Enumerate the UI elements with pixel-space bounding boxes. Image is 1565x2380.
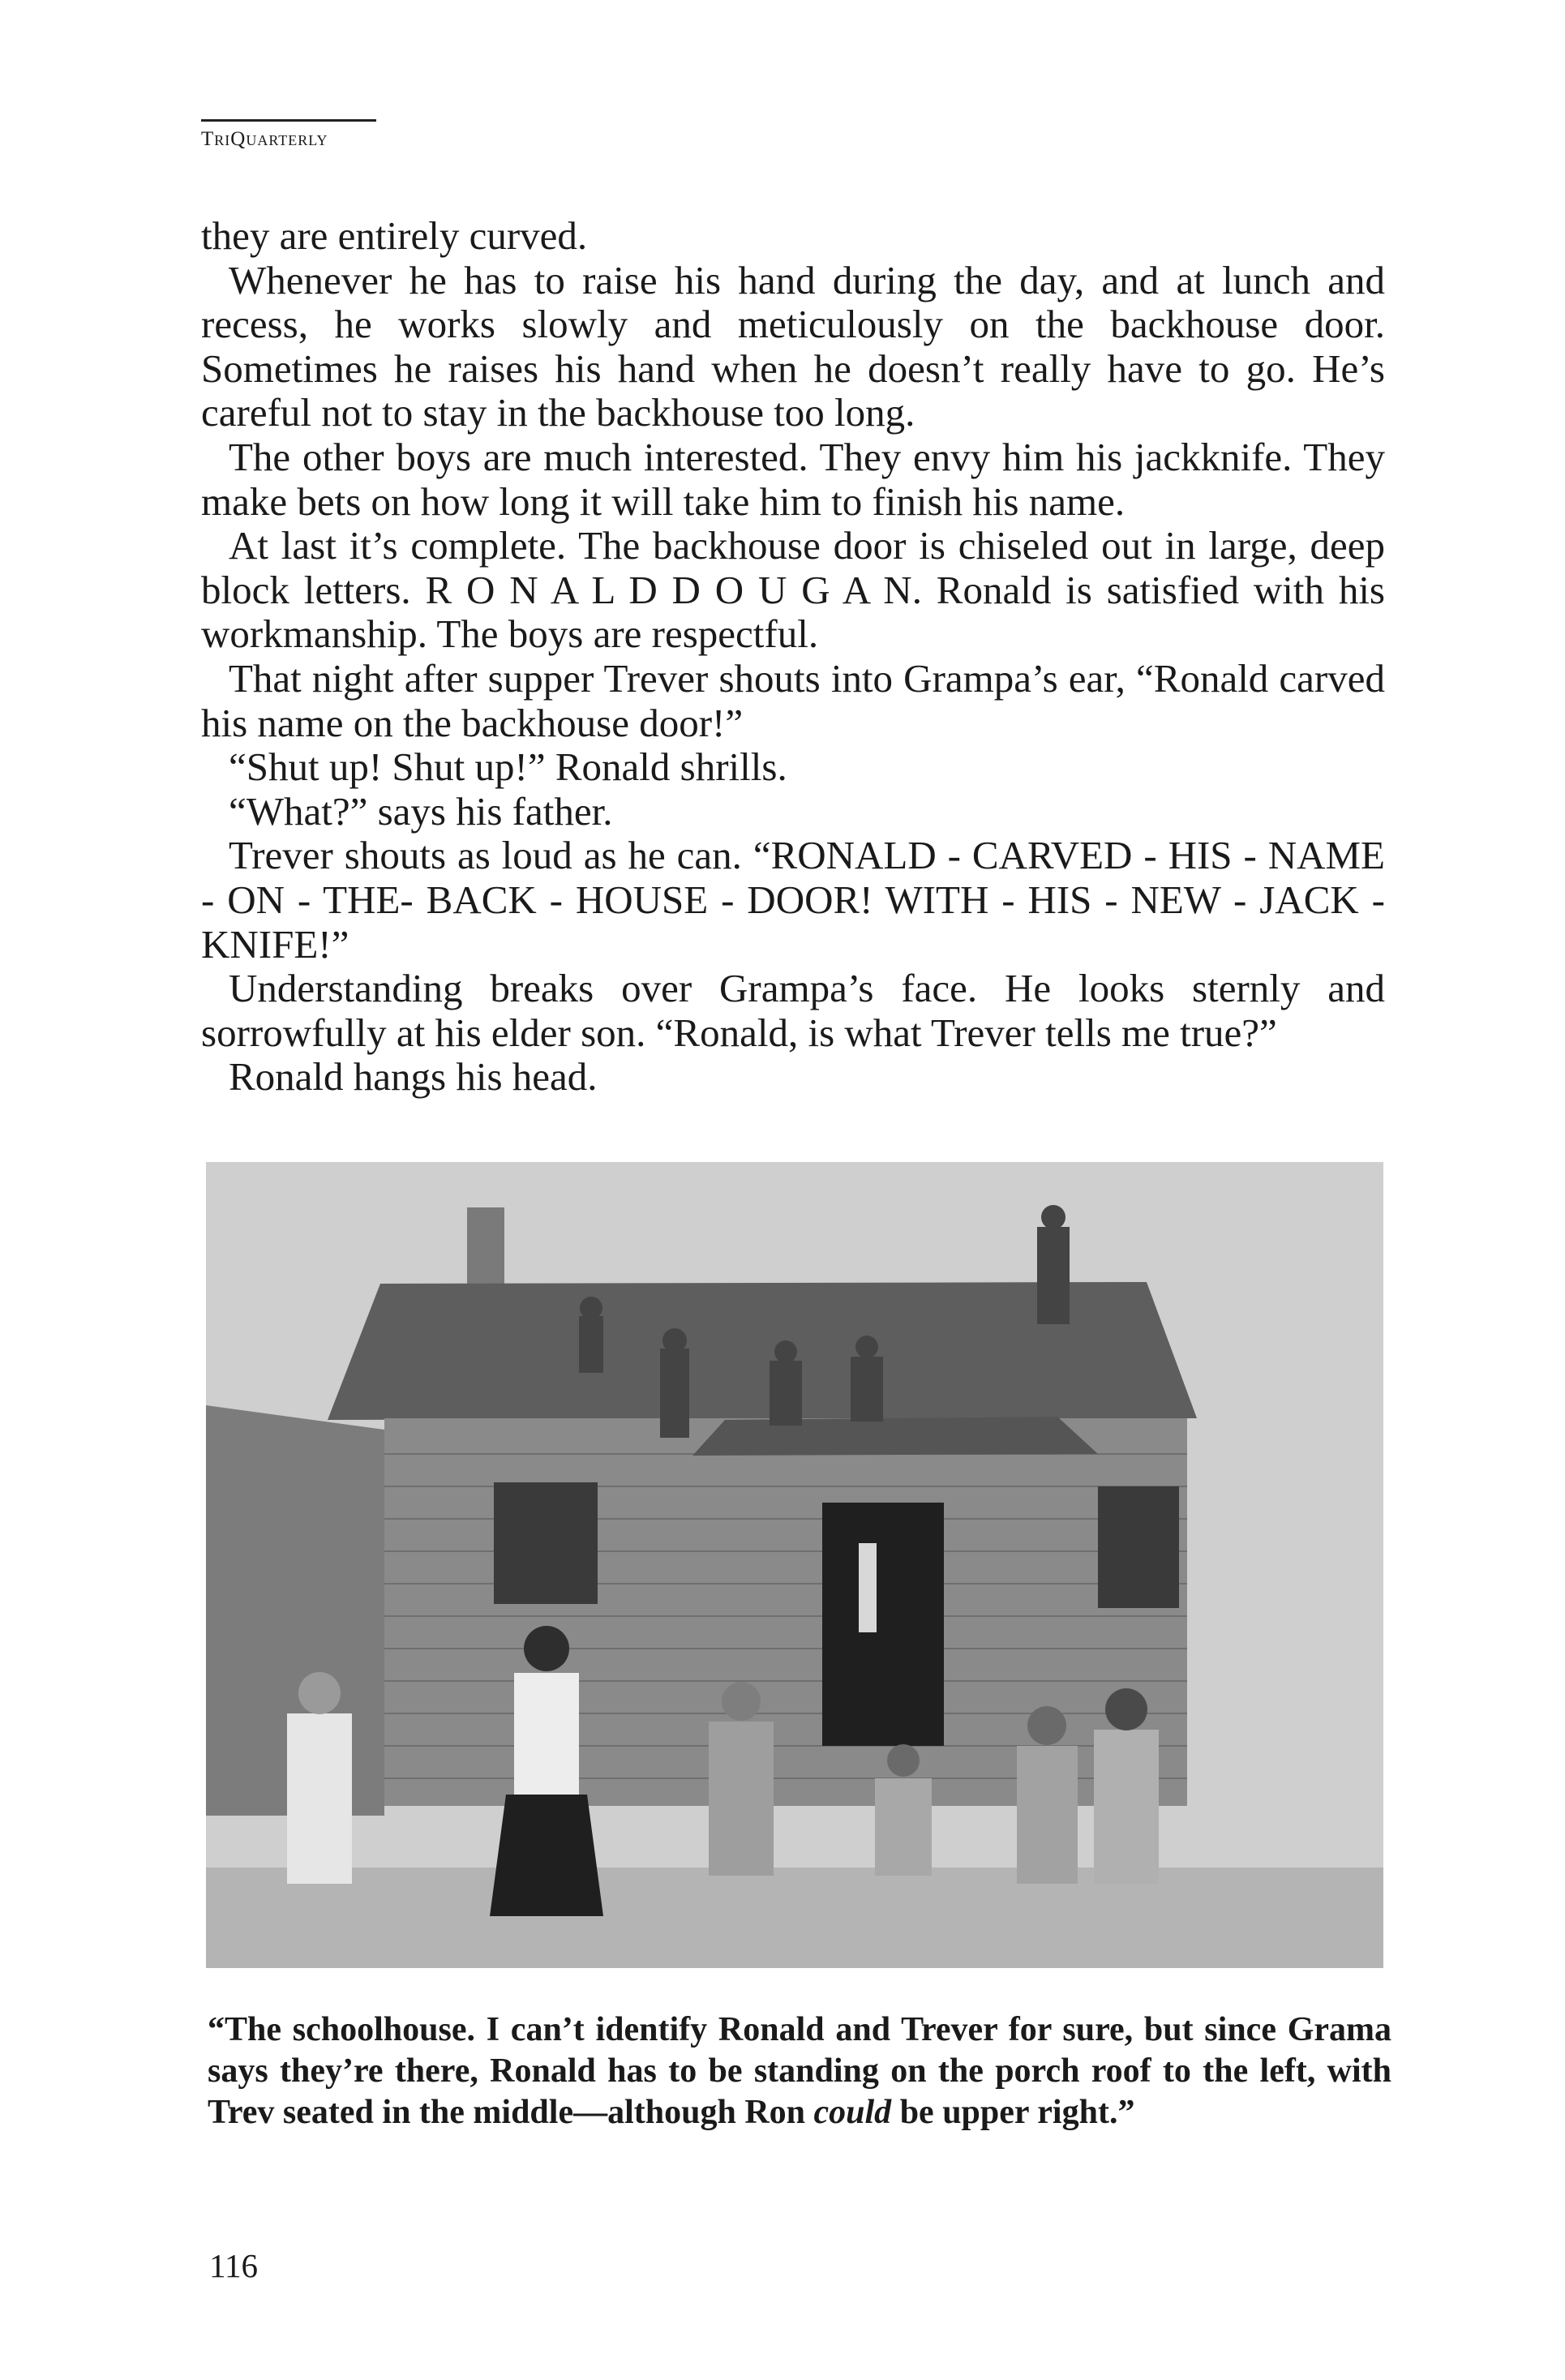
photo-window <box>1098 1486 1179 1608</box>
photo-porch-roof <box>692 1417 1098 1456</box>
page-number: 116 <box>209 2247 258 2284</box>
schoolhouse-photo-drawing <box>206 1162 1383 1968</box>
paragraph: Understanding breaks over Grampa’s face. He looks sternly and sorrowfully at his elder son. “Ronald, is what Trever tells me true?” <box>201 966 1385 1055</box>
paragraph: Trever shouts as loud as he can. “RONALD - CARVED - HIS - NAME - ON - THE- BACK - HOUSE - DOOR! WITH - HIS - NEW - JACK - KNIFE!” <box>201 833 1385 967</box>
photo-caption <box>208 2009 1391 2133</box>
paragraph: “What?” says his father. <box>229 788 613 834</box>
photo-chimney <box>467 1207 504 1284</box>
caption-emphasis: could <box>813 2094 892 2131</box>
paragraph: That night after supper Trever shouts into Grampa’s ear, “Ronald carved his name on the backhouse door!” <box>201 655 1385 745</box>
schoolhouse-photo <box>206 1162 1383 1968</box>
caption-text: “The schoolhouse. I can’t identify Ronald and Trever for sure, but since Grama says they’re there, Ronald has to be standing on the porch roof to the left, with Trev seated in the middle—although Ron <box>208 2011 1391 2131</box>
photo-door <box>822 1503 944 1746</box>
body-text <box>201 214 1385 1100</box>
paragraph: they are entirely curved. <box>201 213 588 258</box>
paragraph: Ronald hangs his head. <box>229 1054 598 1100</box>
photo-door-glass <box>859 1543 877 1632</box>
header-rule <box>201 119 376 122</box>
running-header: TriQuarterly <box>201 128 328 150</box>
photo-ground <box>206 1868 1383 1968</box>
paragraph: The other boys are much interested. They envy him his jackknife. They make bets on how long it will take him to finish his name. <box>201 434 1385 524</box>
photo-window <box>494 1482 598 1604</box>
paragraph: “Shut up! Shut up!” Ronald shrills. <box>229 744 787 790</box>
paragraph: Whenever he has to raise his hand during the day, and at lunch and recess, he works slowly and meticulously on the backhouse door. Sometimes he raises his hand when he doesn’t really have to go. He’s careful not to stay in the backhouse too long. <box>201 257 1385 435</box>
paragraph: At last it’s complete. The backhouse door is chiseled out in large, deep block letters. R O N A L D D O U G A N. Ronald is satisfied with his workmanship. The boys are respectful. <box>201 523 1385 657</box>
caption-text-end: be upper right.” <box>891 2094 1135 2131</box>
